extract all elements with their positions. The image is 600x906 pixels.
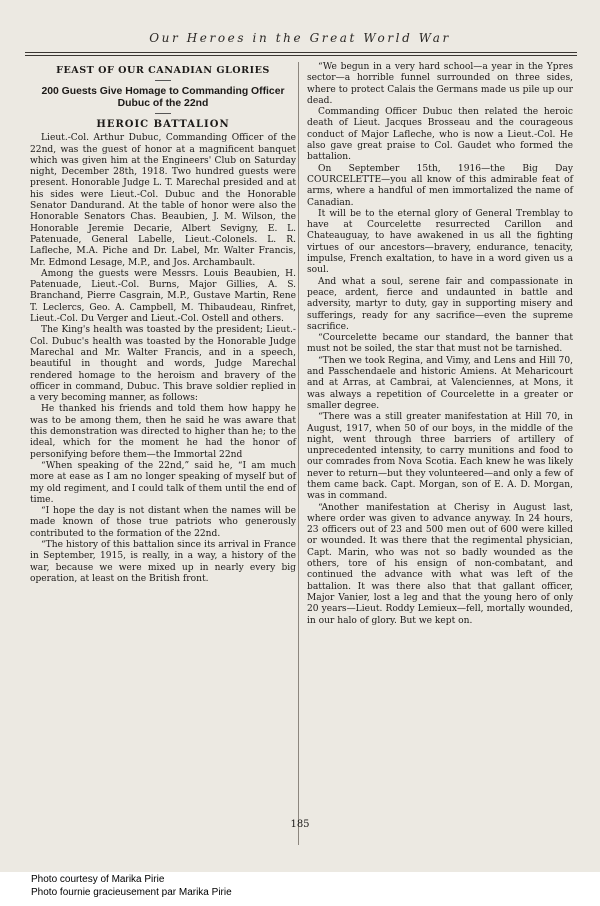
photo-credit-english: Photo courtesy of Marika Pirie [31,874,165,885]
column-divider [298,62,299,845]
article-title: FEAST OF OUR CANADIAN GLORIES [56,65,270,76]
title-dash [155,80,171,81]
paragraph: He thanked his friends and told them how happy he was to be among them, then he said he was aware that this demonstration was directed to higher than he; to the ideal, which for the moment he had the honor of personifying before them—the Immortal 22nd [30,404,296,460]
header-rule-bottom [25,55,577,56]
paragraph: And what a soul, serene fair and compassionate in peace, ardent, fierce and undaunted in battle and adversity, martyr to duty, gay in supporting misery and sufferings, ready for any sacrifice—even the supreme sacrifice. [307,276,573,332]
left-column [30,62,296,585]
paragraph: “We begun in a very hard school—a year in the Ypres sector—a horrible funnel surrounded on three sides, where to protect Calais the Germans made us pile up our dead. [307,62,573,106]
paragraph: “Another manifestation at Cherisy in August last, where order was given to advance anyway. In 24 hours, 23 officers out of 23 and 500 men out of 600 were killed or wounded. It was there that the regimental physician, Capt. Marin, who was not so badly wounded as the others, tore of his ensign of non-combatant, and continued the advance with what was left of the battalion. It was there also that that gallant officer, Major Vanier, lost a leg and that the young hero of only 20 years—Lieut. Roddy Lemieux—fell, mortally wounded, in our halo of glory. But we kept on. [307,502,573,626]
article-subtitle: 200 Guests Give Homage to Commanding Officer Dubuc of the 22nd [41,86,285,109]
paragraph: Commanding Officer Dubuc then related the heroic death of Lieut. Jacques Brosseau and the courageous conduct of Major Lafleche, who is now a Lieut.-Col. He also gave great praise to Col. Gaudet who formed the battalion. [307,107,573,163]
paragraph: On September 15th, 1916—the Big Day COURCELETTE—you all know of this admirable feat of arms, where a handful of men immortalized the name of Canadian. [307,163,573,208]
page-number: 185 [290,819,310,830]
paragraph: “I hope the day is not distant when the names will be made known of those true patriots who generously contributed to the formation of the 22nd. [30,506,296,539]
running-head: Our Heroes in the Great World War [149,31,451,45]
paragraph: “When speaking of the 22nd,” said he, “I am much more at ease as I am no longer speaking of myself but of my old regiment, and I could talk of them until the end of time. [30,460,296,505]
header-rule-top [25,52,577,53]
paragraph: “Courcelette became our standard, the banner that must not be soiled, the star that must not be tarnished. [307,333,573,355]
paragraph: “There was a still greater manifestation at Hill 70, in August, 1917, when 50 of our boys, in the middle of the night, went through three barriers of artillery of unprecedented intensity, to carry munitions and food to our comrades from Nova Scotia. Each knew he was likely never to return—but they volunteered—and only a few of them came back. Capt. Morgan, son of E. A. D. Morgan, was in command. [307,412,573,502]
paragraph: It will be to the eternal glory of General Tremblay to have at Courcelette resurrected Carillon and Chateauguay, to have awakened in us all the fighting virtues of our ancestors—bravery, endurance, tenacity, impulse, French exaltation, to have in a word given us a soul. [307,208,573,276]
subtitle-dash [155,113,171,114]
paragraph: “The history of this battalion since its arrival in France in September, 1915, is really, in a way, a history of the war, because we were mixed up in nearly every big operation, at least on the British front. [30,539,296,584]
paragraph: Lieut.-Col. Arthur Dubuc, Commanding Officer of the 22nd, was the guest of honor at a magnificent banquet which was given him at the Engineers' Club on Saturday night, December 28th, 1918. Two hundred guests were present. Honorable Judge L. T. Marechal presided and at his sides were Lieut.-Col. Dubuc and the Honorable Senator Dandurand. At the table of honor were also the Honorable Senators Chas. Beaubien, J. M. Wilson, the Honorable Jeremie Decarie, Albert Sevigny, E. L. Patenuade, General Labelle, Lieut.-Colonels. L. R. Lafleche, M.A. Piche and Dr. Label, Mr. Walter Francis, Mr. Edmond Lesage, M.P., and Jos. Archambault. [30,133,296,268]
paragraph: “Then we took Regina, and Vimy, and Lens and Hill 70, and Passchendaele and historic Amiens. At Meharicourt and at Arras, at Cambrai, at Valenciennes, at Mons, it was always a repetition of Courcelette in a greater or smaller degree. [307,355,573,411]
photo-credit-french: Photo fournie gracieusement par Marika Pirie [31,887,232,898]
section-heading: HEROIC BATTALION [96,119,230,130]
paragraph: Among the guests were Messrs. Louis Beaubien, H. Patenuade, Lieut.-Col. Burns, Major Gillies, A. S. Branchand, Pierre Casgrain, M.P., Gustave Martin, Rene T. Leclercs, Geo. A. Campbell, M. Thibaudeau, Rinfret, Lieut.-Col. Du Verger and Lieut.-Col. Ostell and others. [30,268,296,325]
right-column [307,62,573,627]
paragraph: The King's health was toasted by the president; Lieut.-Col. Dubuc's health was toasted by the Honorable Judge Marechal and Mr. Walter Francis, and in a speech, beautiful in thought and words, Judge Marechal rendered homage to the heroism and bravery of the officer in command, Dubuc. This brave soldier replied in a very becoming manner, as follows: [30,325,296,404]
